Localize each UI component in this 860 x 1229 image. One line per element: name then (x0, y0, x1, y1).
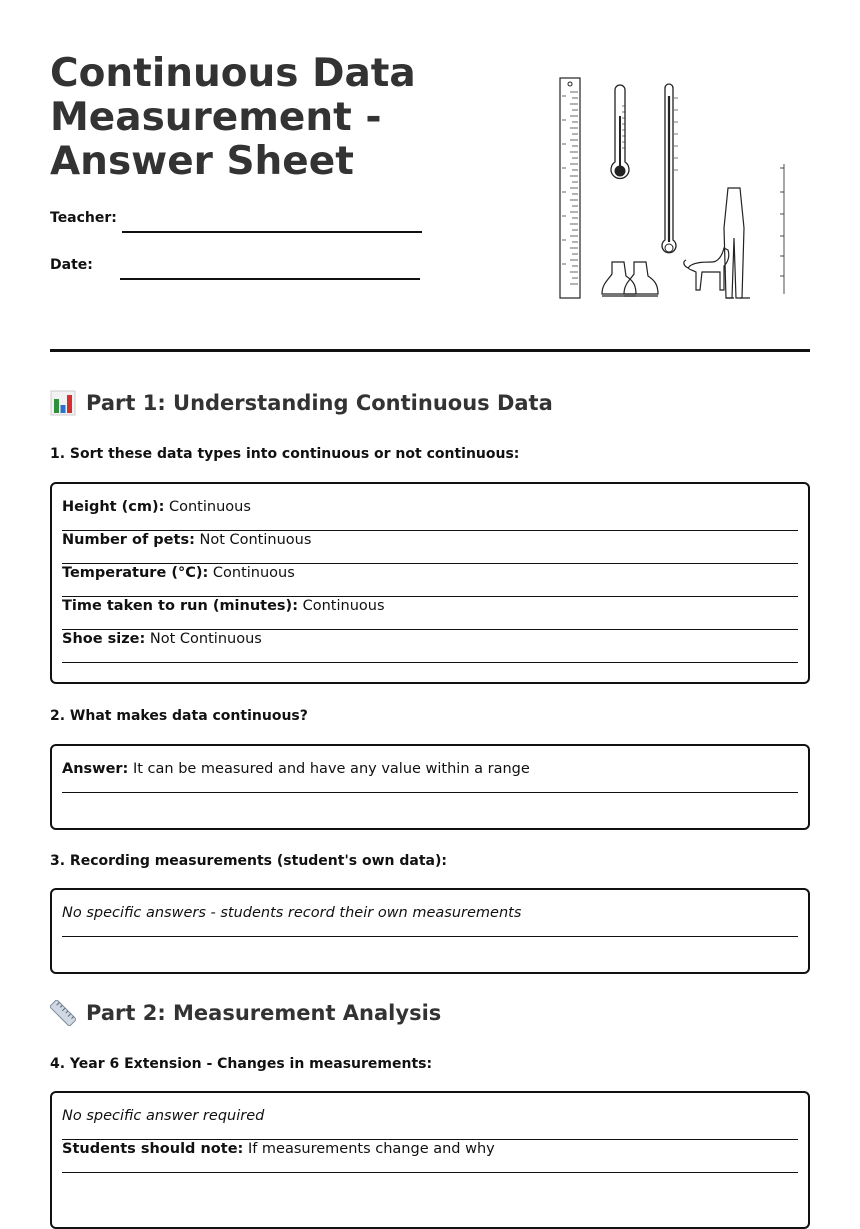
question-2: 2. What makes data continuous? (50, 708, 308, 724)
part1-heading (50, 390, 553, 416)
answer-row (62, 564, 798, 597)
part2-heading (50, 1000, 441, 1026)
measurement-tools-illustration (556, 76, 788, 304)
page-title: Continuous Data Measurement - Answer Sheet (50, 51, 416, 184)
ruler-icon (50, 1000, 76, 1026)
row-label: Time taken to run (minutes): (62, 598, 298, 614)
row-value: If measurements change and why (247, 1141, 495, 1157)
answer-box-q2 (50, 744, 810, 830)
row-label: Answer: (62, 761, 129, 777)
answer-box-q4 (50, 1091, 810, 1229)
part2-heading-text: Part 2: Measurement Analysis (86, 1001, 442, 1025)
person-and-dog-icon (684, 188, 750, 298)
height-scale-icon (780, 164, 784, 294)
answer-row (62, 904, 798, 937)
question-3: 3. Recording measurements (student's own data): (50, 853, 447, 869)
answer-note: No specific answer required (62, 1108, 265, 1124)
row-label: Number of pets: (62, 532, 195, 548)
thermometer-tall-icon (662, 84, 678, 253)
thermometer-small-icon (611, 85, 629, 178)
answer-box-q1 (50, 482, 810, 684)
row-label: Height (cm): (62, 499, 165, 515)
bar-chart-icon (50, 390, 76, 416)
answer-row (62, 531, 798, 564)
ruler-illustration-icon (560, 78, 580, 298)
row-value: Not Continuous (199, 532, 312, 548)
row-label: Students should note: (62, 1141, 244, 1157)
row-value: It can be measured and have any value within a range (132, 761, 530, 777)
answer-row (62, 1140, 798, 1173)
row-label: Shoe size: (62, 631, 146, 647)
row-value: Continuous (212, 565, 295, 581)
teacher-label: Teacher: (50, 210, 117, 226)
answer-row (62, 498, 798, 531)
row-value: Continuous (169, 499, 251, 515)
answer-row (62, 597, 798, 630)
answer-box-q3 (50, 888, 810, 974)
row-value: Continuous (302, 598, 385, 614)
question-4: 4. Year 6 Extension - Changes in measurements: (50, 1056, 433, 1072)
row-label: Temperature (°C): (62, 565, 209, 581)
answer-note: No specific answers - students record their own measurements (62, 905, 522, 921)
header-divider (50, 349, 810, 352)
date-field[interactable] (120, 278, 420, 280)
row-value: Not Continuous (149, 631, 262, 647)
shoes-icon (602, 262, 658, 296)
part1-heading-text: Part 1: Understanding Continuous Data (86, 391, 553, 415)
answer-row (62, 630, 798, 663)
date-label: Date: (50, 257, 93, 273)
teacher-field[interactable] (122, 231, 422, 233)
question-1: 1. Sort these data types into continuous or not continuous: (50, 446, 520, 462)
answer-row (62, 760, 798, 793)
answer-row (62, 1107, 798, 1140)
